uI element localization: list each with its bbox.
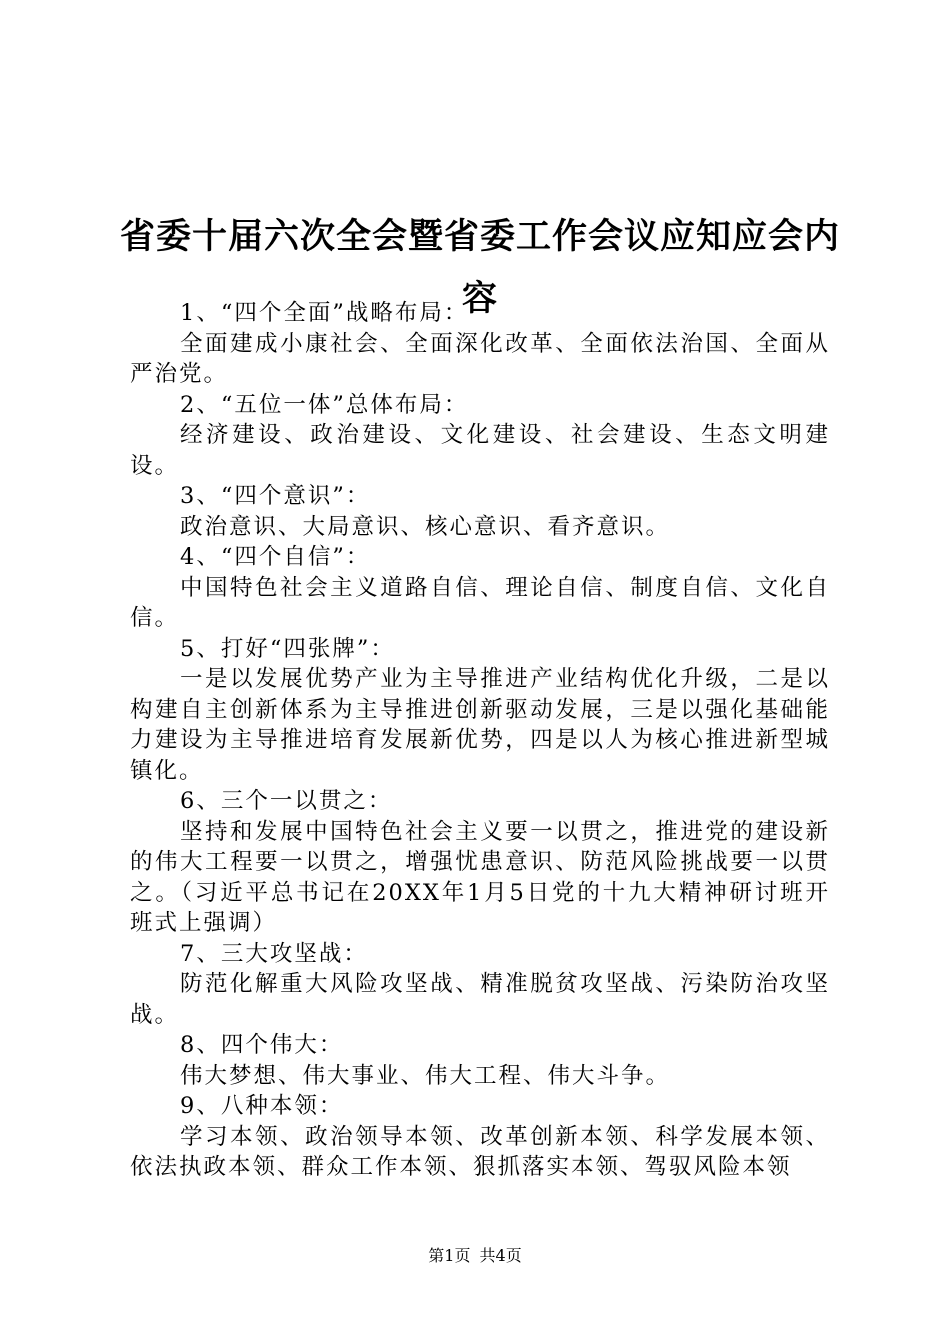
- item-8-heading: 8、四个伟大：: [180, 1032, 344, 1058]
- item-7-heading: 7、三大攻坚战：: [180, 940, 368, 967]
- item-5-body: 一是以发展优势产业为主导推进产业结构优化升级，二是以构建自主创新体系为主导推进创新驱动发展，三是以强化基础能力建设为主导推进培育发展新优势，四是以人为核心推进新型城镇化。: [130, 666, 830, 784]
- page-footer: [0, 1245, 950, 1267]
- item-9-heading: 9、八种本领：: [180, 1093, 344, 1119]
- item-4-heading: 4、“四个自信”：: [180, 544, 371, 570]
- item-8-body: 伟大梦想、伟大事业、伟大工程、伟大斗争。: [180, 1062, 671, 1089]
- item-7-body: 防范化解重大风险攻坚战、精准脱贫攻坚战、污染防治攻坚战。: [130, 971, 830, 1028]
- item-6-body: 坚持和发展中国特色社会主义要一以贯之，推进党的建设新的伟大工程要一以贯之，增强忧患意识、防范风险挑战要一以贯之。（习近平总书记在20XX年1月5日党的十九大精神研讨班开班式上强调）: [130, 818, 830, 936]
- page-number-current: 第1页: [428, 1246, 471, 1265]
- item-6-heading: 6、三个一以贯之：: [180, 788, 393, 814]
- document-body: [130, 298, 830, 1183]
- item-5-heading: 5、打好“四张牌”：: [180, 635, 395, 662]
- item-1-body: 全面建成小康社会、全面深化改革、全面依法治国、全面从严治党。: [130, 330, 830, 387]
- item-2-body: 经济建设、政治建设、文化建设、社会建设、生态文明建设。: [130, 422, 830, 479]
- page-title: 省委十届六次全会暨省委工作会议应知应会内容: [119, 217, 840, 320]
- item-1-heading: 1、“四个全面”战略布局：: [180, 300, 469, 326]
- item-2-heading: 2、“五位一体”总体布局：: [180, 391, 469, 418]
- item-4-body: 中国特色社会主义道路自信、理论自信、制度自信、文化自信。: [130, 574, 830, 631]
- item-9-body: 学习本领、政治领导本领、改革创新本领、科学发展本领、依法执政本领、群众工作本领、狠抓落实本领、驾驭风险本领: [130, 1123, 830, 1180]
- page-number-total: 共4页: [479, 1246, 522, 1265]
- item-3-body: 政治意识、大局意识、核心意识、看齐意识。: [180, 513, 671, 540]
- item-3-heading: 3、“四个意识”：: [180, 483, 371, 509]
